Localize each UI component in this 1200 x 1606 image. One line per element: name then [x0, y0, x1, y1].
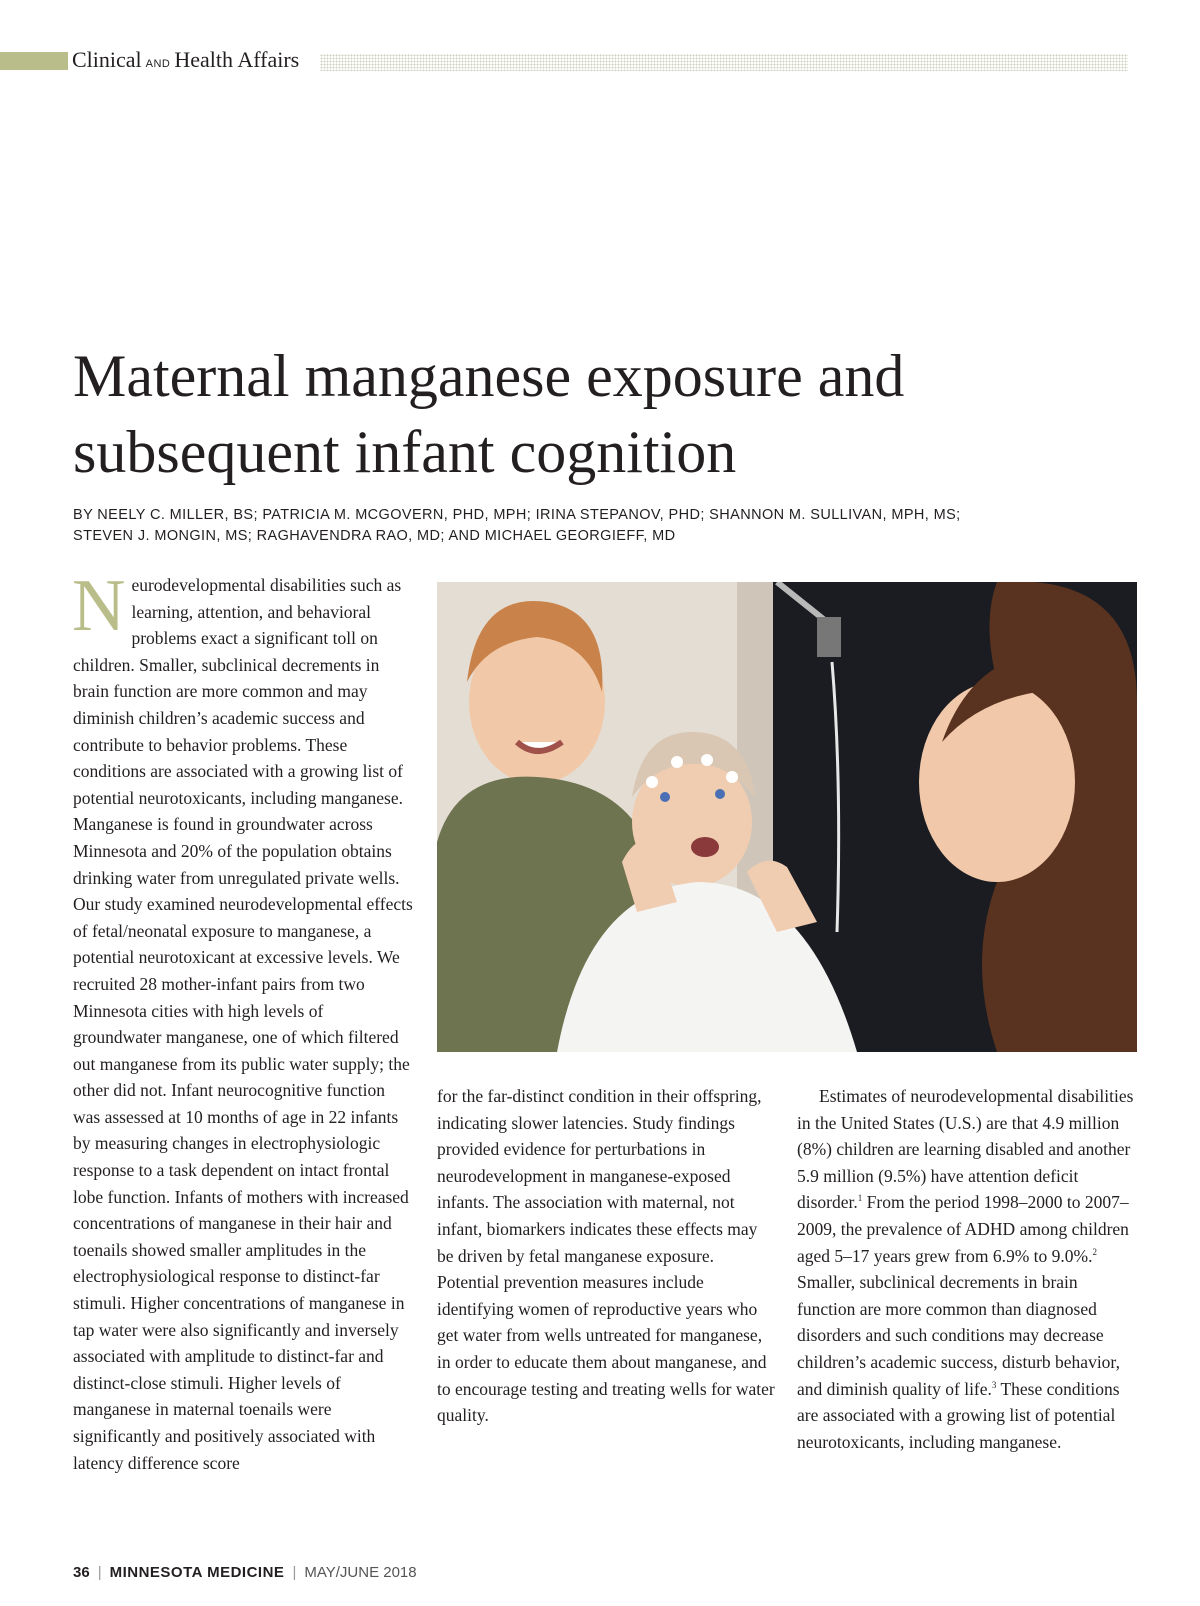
body-paragraph: [797, 1083, 1137, 1455]
abstract-continued-paragraph: for the far-distinct condition in their offspring, indicating slower latencies. Study findings provided evidence for perturbations in neurodevelopment in manganese-exposed infants. The association with maternal, not infant, biomarkers indicates these effects may be driven by fetal manganese exposure. Potential prevention measures include identifying women of reproductive years who get water from wells untreated for manganese, in order to educate them about manganese, and to encourage testing and treating wells for water quality.: [437, 1086, 775, 1426]
byline-line-1: BY NEELY C. MILLER, BS; PATRICIA M. MCGOVERN, PHD, MPH; IRINA STEPANOV, PHD; SHANNON M. SULLIVAN, MPH, MS;: [73, 507, 961, 523]
section-header: [72, 47, 299, 73]
reference-1: 1: [857, 1193, 863, 1204]
article-photo: [437, 582, 1137, 1052]
issue-date: MAY/JUNE 2018: [304, 1564, 417, 1581]
magazine-name: MINNESOTA MEDICINE: [109, 1564, 285, 1581]
title-line-1: Maternal manganese exposure and: [73, 343, 905, 409]
title-line-2: subsequent infant cognition: [73, 419, 737, 485]
page-number: 36: [73, 1564, 90, 1581]
body-text-4: These conditions are associated with a growing list of potential neurotoxicants, including manganese.: [797, 1378, 1120, 1452]
drop-cap: N: [72, 565, 126, 647]
reference-3: 3: [991, 1379, 997, 1390]
body-text-2: From the period 1998–2000 to 2007–2009, the prevalence of ADHD among children aged 5–17 years grew from 6.9% to 9.0%.: [797, 1192, 1129, 1266]
abstract-text: eurodevelopmental disabilities such as learning, attention, and behavioral problems exact a significant toll on children. Smaller, subclinical decrements in brain function are more common and may diminish children’s academic success and contribute to behavior problems. These conditions are associated with a growing list of potential neurotoxicants, including manganese. Manganese is found in groundwater across Minnesota and 20% of the population obtains drinking water from unregulated private wells. Our study examined neurodevelopmental effects of fetal/neonatal exposure to manganese, a potential neurotoxicant at excessive levels. We recruited 28 mother-infant pairs from two Minnesota cities with high levels of groundwater manganese, one of which filtered out manganese from its public water supply; the other did not. Infant neurocognitive function was assessed at 10 months of age in 22 infants by measuring changes in electrophysiologic response to a task dependent on intact frontal lobe function. Infants of mothers with increased concentrations of manganese in their hair and toenails showed smaller amplitudes in the electrophysiological response to distinct-far stimuli. Higher concentrations of manganese in tap water were also significantly and inversely associated with amplitude to distinct-far and distinct-close stimuli. Higher levels of manganese in maternal toenails were significantly and positively associated with latency difference score: [73, 575, 413, 1473]
abstract-paragraph: [72, 565, 413, 1476]
author-byline: [73, 505, 1133, 547]
abstract-column: [72, 565, 413, 1476]
header-dotted-rule: [320, 54, 1128, 71]
reference-2: 2: [1092, 1246, 1097, 1257]
section-label-part2: Health Affairs: [174, 47, 300, 72]
section-label-part1: Clinical: [72, 47, 142, 72]
article-title: [73, 338, 1133, 490]
section-color-bar: [0, 52, 68, 70]
body-text-3: Smaller, subclinical decrements in brain function are more common than diagnosed disorders and such conditions may decrease children’s academic success, disturb behavior, and diminish quality of life.: [797, 1272, 1120, 1399]
section-label-and: AND: [145, 58, 171, 70]
photo-illustration: [437, 582, 1137, 1052]
body-column: [797, 1083, 1137, 1455]
byline-line-2: STEVEN J. MONGIN, MS; RAGHAVENDRA RAO, MD; AND MICHAEL GEORGIEFF, MD: [73, 528, 676, 544]
footer-separator: |: [292, 1564, 297, 1581]
page-footer: [73, 1564, 417, 1581]
body-text-1: Estimates of neurodevelopmental disabilities in the United States (U.S.) are that 4.9 million (8%) children are learning disabled and another 5.9 million (9.5%) have attention deficit disorder.: [797, 1086, 1134, 1213]
footer-separator: |: [97, 1564, 102, 1581]
abstract-continued-column: [437, 1083, 777, 1429]
